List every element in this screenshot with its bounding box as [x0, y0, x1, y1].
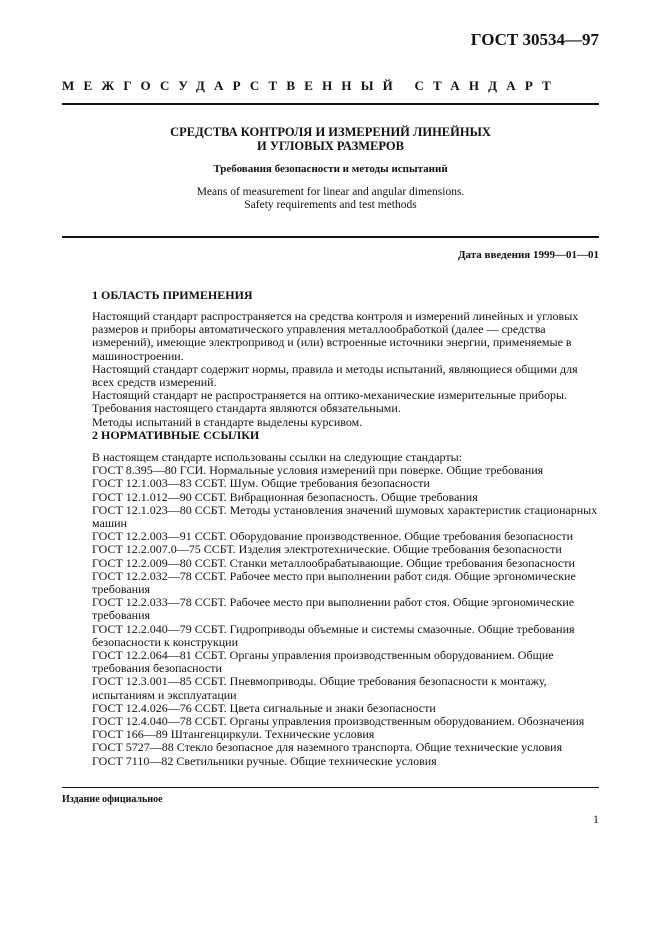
english-title-line-2: Safety requirements and test methods	[244, 199, 417, 211]
official-edition-note: Издание официальное	[62, 794, 163, 805]
paragraph: Настоящий стандарт содержит нормы, правила и методы испытаний, являющиеся общими для всех средств измерений.	[92, 361, 578, 390]
footer-rule	[62, 787, 599, 788]
section-references-body	[62, 451, 599, 768]
reference-item: ГОСТ 12.2.064—81 ССБТ. Органы управления производственным оборудованием. Общие требования безопасности	[92, 648, 554, 676]
paragraph: В настоящем стандарте использованы ссылки на следующие стандарты:	[92, 450, 463, 464]
reference-item: ГОСТ 12.4.040—78 ССБТ. Органы управления производственным оборудованием. Обозначения	[92, 714, 585, 729]
reference-item: ГОСТ 12.1.023—80 ССБТ. Методы установления значений шумовых характеристик стационарных машин	[92, 502, 598, 531]
reference-item: ГОСТ 12.2.040—79 ССБТ. Гидроприводы объемные и системы смазочные. Общие требования безопасности к конструкции	[92, 621, 575, 649]
reference-item: ГОСТ 12.2.009—80 ССБТ. Станки металлообрабатывающие. Общие требования безопасности	[92, 555, 575, 570]
paragraph: Требования настоящего стандарта являются обязательными.	[92, 401, 401, 416]
standard-code: ГОСТ 30534—97	[470, 30, 599, 49]
interstate-standard-banner: МЕЖГОСУДАРСТВЕННЫЙ СТАНДАРТ	[62, 78, 561, 93]
reference-item: ГОСТ 12.2.032—78 ССБТ. Рабочее место при выполнении работ сидя. Общие эргономические требования	[92, 568, 576, 597]
document-title-line-2: И УГЛОВЫХ РАЗМЕРОВ	[257, 139, 404, 153]
reference-item: ГОСТ 166—89 Штангенциркули. Технические условия	[92, 727, 375, 742]
reference-item: ГОСТ 12.4.026—76 ССБТ. Цвета сигнальные и знаки безопасности	[92, 700, 436, 715]
reference-item: ГОСТ 12.3.001—85 ССБТ. Пневмоприводы. Общие требования безопасности к монтажу, испытаниям и эксплуатации	[92, 674, 547, 702]
paragraph: Настоящий стандарт не распространяется на оптико-механические измерительные приборы.	[92, 388, 568, 403]
title-rule	[62, 236, 599, 238]
reference-item: ГОСТ 8.395—80 ГСИ. Нормальные условия измерений при поверке. Общие требования	[92, 463, 544, 478]
header-rule	[62, 103, 599, 105]
reference-item: ГОСТ 5727—88 Стекло безопасное для наземного транспорта. Общие технические условия	[92, 740, 563, 755]
reference-item: ГОСТ 7110—82 Светильники ручные. Общие технические условия	[92, 753, 437, 768]
paragraph: Методы испытаний в стандарте выделены курсивом.	[92, 414, 363, 429]
section-heading-scope: 1 ОБЛАСТЬ ПРИМЕНЕНИЯ	[92, 288, 253, 302]
paragraph: Настоящий стандарт распространяется на средства контроля и измерений линейных и угловых размеров и приборы автоматического управления металлообработкой (далее — средства измерений), имеющие электропривод и (или) встроенные источники энергии, применяемые в машиностроении.	[92, 309, 579, 363]
reference-item: ГОСТ 12.1.003—83 ССБТ. Шум. Общие требования безопасности	[92, 476, 430, 491]
introduction-date: Дата введения 1999—01—01	[457, 249, 599, 261]
reference-item: ГОСТ 12.2.033—78 ССБТ. Рабочее место при выполнении работ стоя. Общие эргономические требования	[92, 595, 575, 623]
reference-item: ГОСТ 12.2.007.0—75 ССБТ. Изделия электротехнические. Общие требования безопасности	[92, 542, 562, 557]
page-number: 1	[593, 812, 599, 826]
document-title-line-1: СРЕДСТВА КОНТРОЛЯ И ИЗМЕРЕНИЙ ЛИНЕЙНЫХ	[170, 125, 491, 139]
reference-item: ГОСТ 12.1.012—90 ССБТ. Вибрационная безопасность. Общие требования	[92, 489, 478, 504]
english-title-line-1: Means of measurement for linear and angular dimensions.	[196, 186, 465, 198]
document-subtitle: Требования безопасности и методы испытаний	[213, 163, 448, 175]
section-scope-body	[62, 310, 599, 429]
section-heading-references: 2 НОРМАТИВНЫЕ ССЫЛКИ	[92, 428, 260, 442]
reference-item: ГОСТ 12.2.003—91 ССБТ. Оборудование производственное. Общие требования безопасности	[92, 529, 574, 544]
